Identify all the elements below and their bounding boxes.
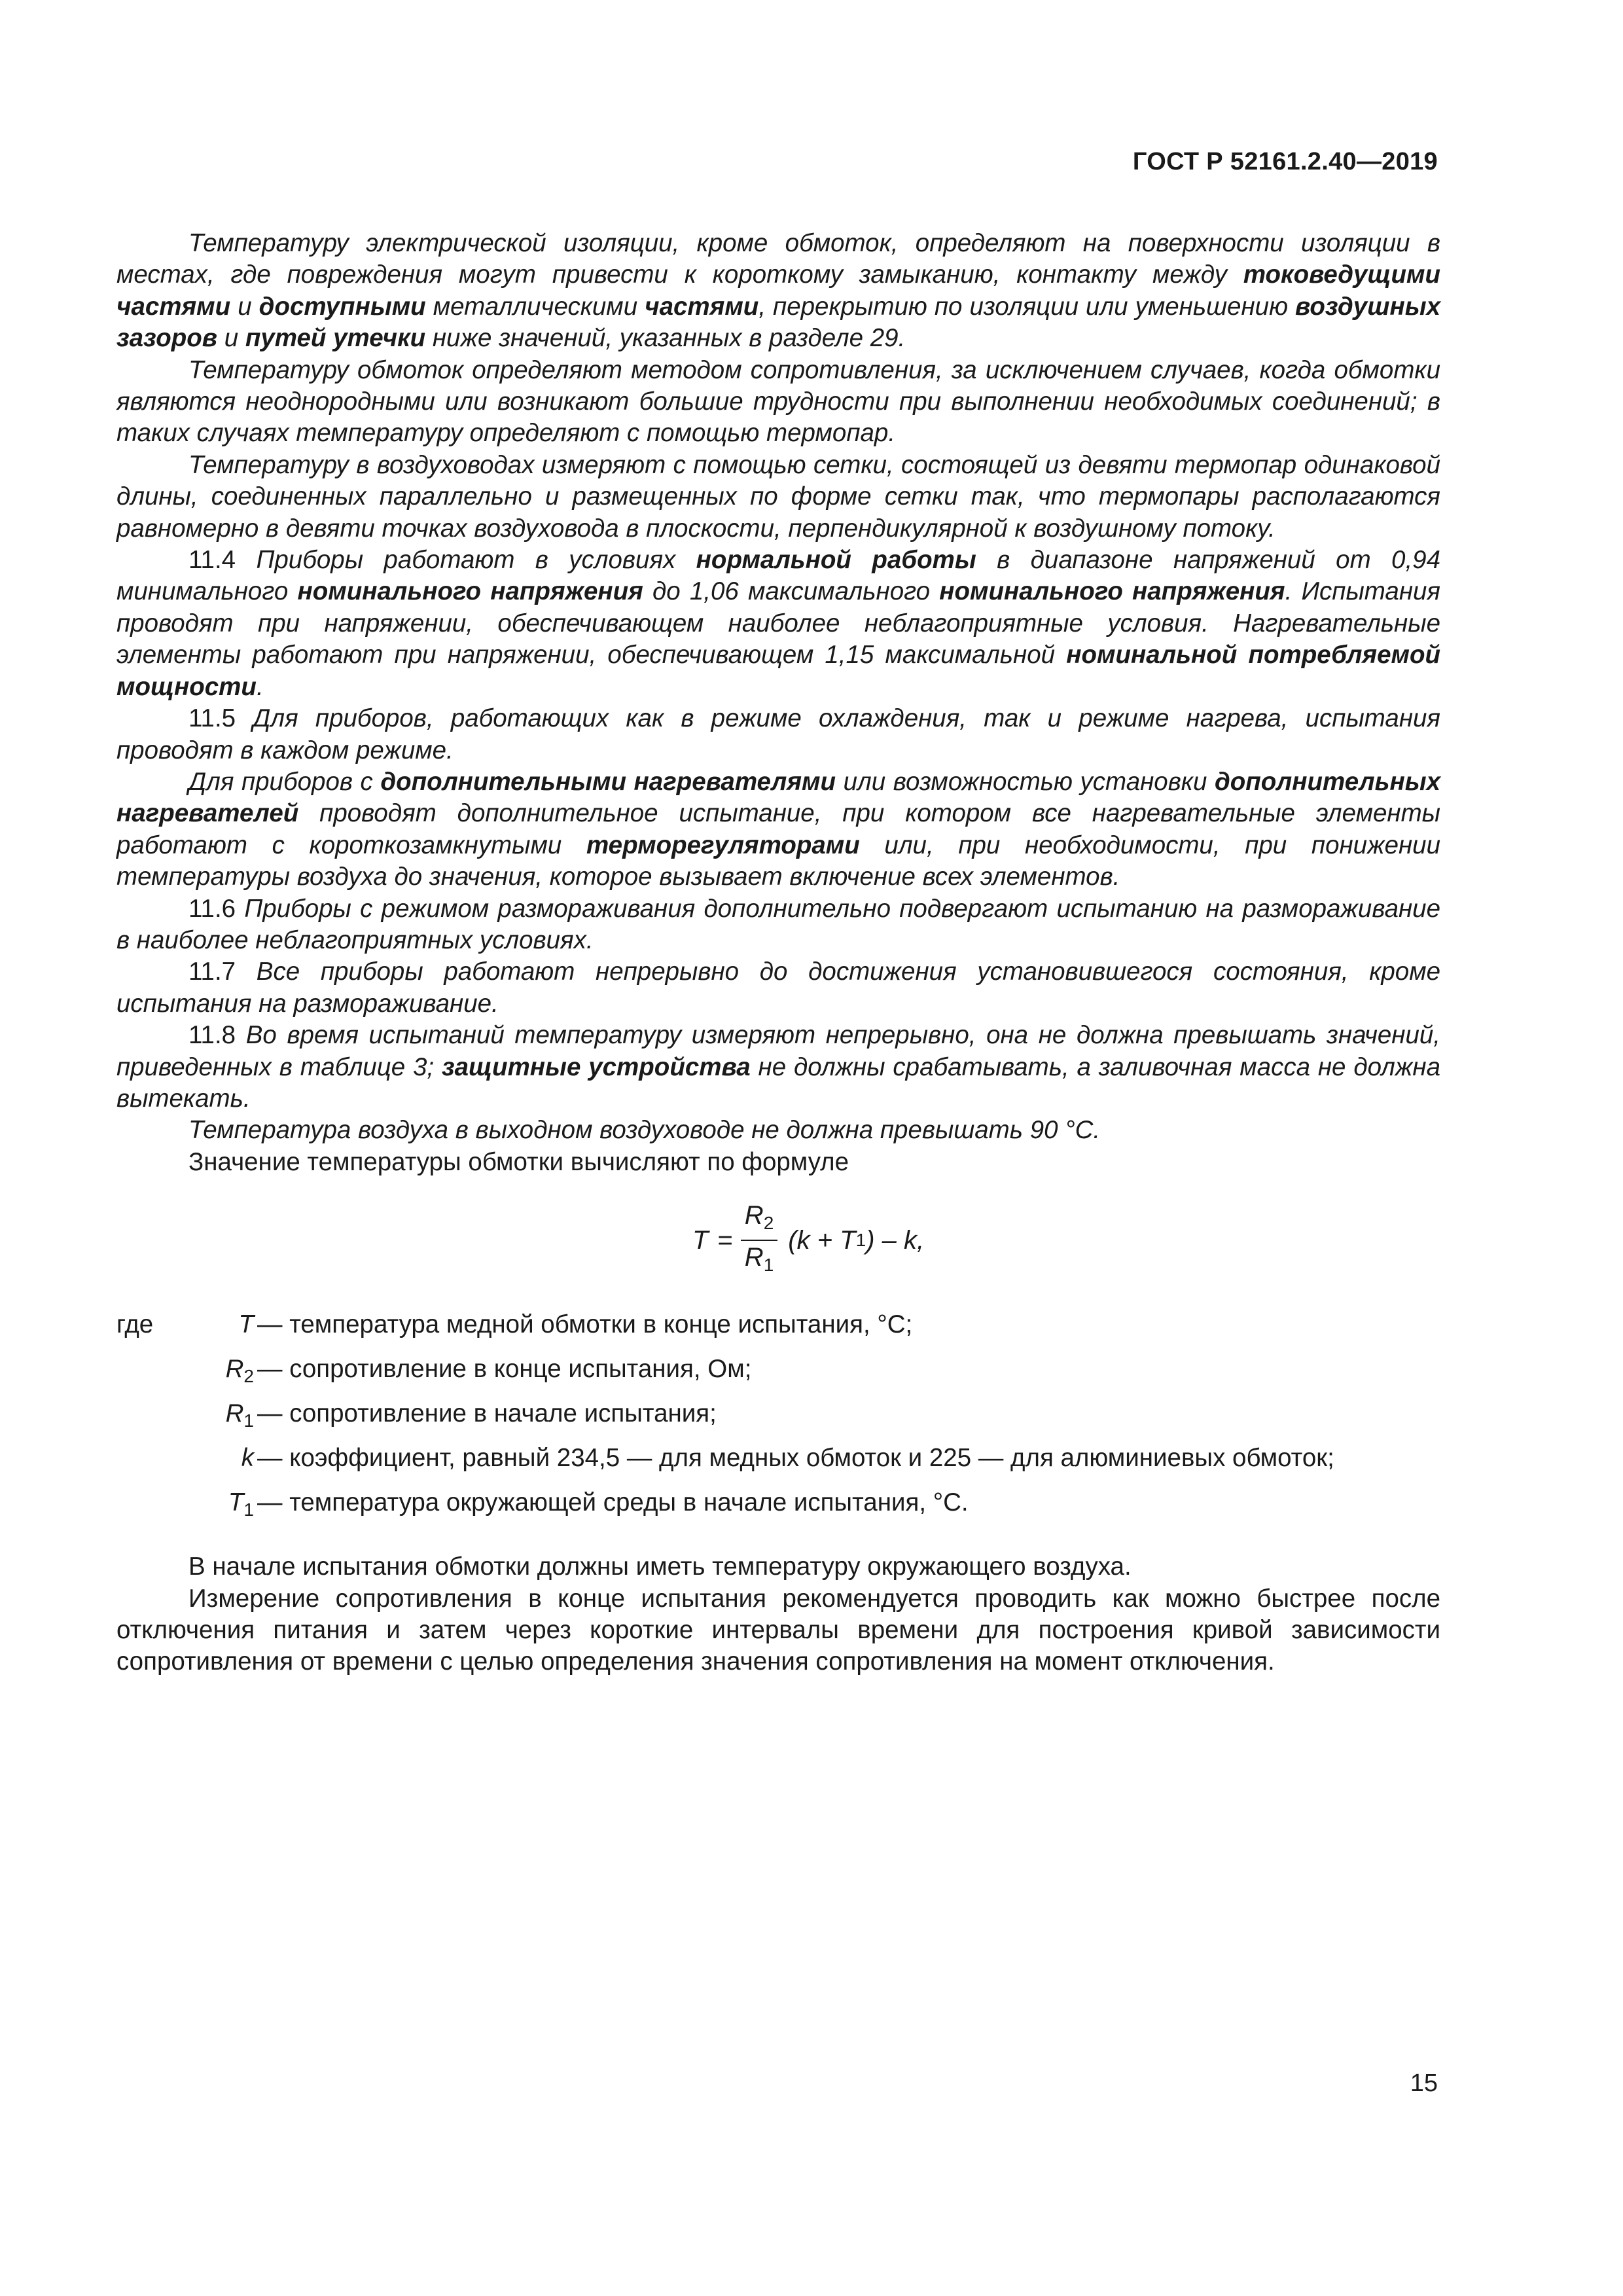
text-run: или, при необходимости, при понижении температуры воздуха до значения, которое вызывает включение всех элементов. [116, 831, 1440, 891]
symbol-letter: R [225, 1355, 244, 1384]
paragraph-outlet-air-limit [116, 1115, 1440, 1146]
winding-temperature-formula [116, 1178, 1440, 1309]
formula-rhs-close: ) – k, [866, 1225, 925, 1255]
formula-rhs-subscript: 1 [855, 1229, 866, 1250]
text-run: Значение температуры обмотки вычисляют по формуле [188, 1147, 849, 1176]
bold-term: терморегуляторами [586, 831, 860, 859]
definition-row [116, 1354, 1440, 1398]
numerator-variable: R [744, 1201, 764, 1230]
definition-text: — температура окружающей среды в начале испытания, °С. [257, 1488, 969, 1517]
definition-text: — коэффициент, равный 234,5 — для медных обмоток и 225 — для алюминиевых обмоток; [257, 1444, 1334, 1473]
denominator-subscript: 1 [763, 1255, 774, 1276]
bold-term: доступными [259, 292, 426, 321]
symbol-subscript: 2 [243, 1366, 254, 1387]
bold-term: воздушных зазоров [116, 292, 1440, 353]
definition-symbol [116, 1487, 254, 1526]
where-label: где [116, 1310, 154, 1339]
document-body [116, 228, 1440, 1678]
definition-text: — сопротивление в начале испытания; [257, 1399, 717, 1428]
closing-paragraphs [116, 1551, 1440, 1678]
formula-numerator [741, 1199, 777, 1241]
numerator-subscript: 2 [763, 1213, 774, 1234]
document-number-header: ГОСТ Р 52161.2.40—2019 [1132, 148, 1438, 175]
text-run: , перекрытию по изоляции или уменьшению [758, 292, 1296, 321]
symbol-subscript: 1 [243, 1410, 254, 1431]
text-run: или возможностью установки [836, 767, 1215, 796]
bold-term: номинального напряжения [939, 577, 1285, 606]
bold-term: номинального напряжения [297, 577, 643, 606]
bold-term: дополнительными нагревателями [380, 767, 836, 796]
bold-term: токоведущими частями [116, 260, 1440, 321]
bold-term: путей утечки [245, 324, 426, 353]
text-run: Температуру электрической изоляции, кроме обмоток, определяют на поверхности изоляции в местах, где повреждения могут привести к короткому замыканию, контакту между [116, 229, 1440, 289]
definition-row [116, 1443, 1440, 1487]
text-run: Приборы работают в условиях [236, 546, 696, 575]
text-run: Температуру обмоток определяют методом сопротивления, за исключением случаев, когда обмотки являются неоднородными или возникают большие трудности при выполнении необходимых соединений; в таких случаях температуру определяют с помощью термопар. [116, 355, 1440, 448]
definition-row [116, 1487, 1440, 1532]
text-run: Для приборов с [188, 767, 381, 796]
clause-11-4 [116, 545, 1440, 703]
symbol-letter: k [241, 1444, 254, 1473]
text-run: . [256, 672, 264, 701]
formula-lhs: T [692, 1225, 709, 1255]
symbol-letter: R [225, 1399, 244, 1428]
bold-term: номинальной потребляемой мощности [116, 641, 1440, 701]
text-run: ниже значений, указанных в разделе 29. [425, 324, 906, 353]
denominator-variable: R [744, 1243, 764, 1272]
paragraph-initial-temperature: В начале испытания обмотки должны иметь температуру окружающего воздуха. [188, 1552, 1132, 1581]
text-run: Температуру в воздуховодах измеряют с помощью сетки, состоящей из девяти термопар одинаковой длины, соединенных параллельно и размещенных по форме сетки так, что термопары располагаются равномерно в девяти точках воздуховода в плоскости, перпендикулярной к воздушному потоку. [116, 450, 1440, 543]
formula-equals: = [717, 1225, 733, 1255]
definition-symbol [116, 1398, 254, 1437]
paragraph-resistance-measurement: Измерение сопротивления в конце испытания рекомендуется проводить как можно быстрее после отключения питания и затем через короткие интервалы времени для построения кривой зависимости сопротивления от времени с целью определения значения сопротивления на момент отключения. [116, 1584, 1440, 1676]
text-run: Приборы с режимом размораживания дополнительно подвергают испытанию на размораживание в наиболее неблагоприятных условиях. [116, 894, 1440, 954]
clause-number: 11.4 [188, 546, 236, 575]
clause-11-5 [116, 703, 1440, 766]
text-run: в диапазоне напряжений от 0,94 минимального [116, 546, 1440, 606]
formula-denominator [741, 1241, 777, 1282]
definition-text: — температура медной обмотки в конце испытания, °С; [257, 1310, 913, 1339]
clause-number: 11.5 [188, 704, 236, 733]
clause-11-6 [116, 893, 1440, 957]
definition-row [116, 1398, 1440, 1443]
text-run: Температура воздуха в выходном воздуховоде не должна превышать 90 °С. [188, 1116, 1101, 1145]
paragraph-winding-temperature [116, 355, 1440, 450]
bold-term: дополнительных нагревателей [116, 767, 1440, 828]
text-run: и [230, 292, 259, 321]
clause-11-7 [116, 956, 1440, 1020]
text-run: проводят дополнительное испытание, при котором все нагревательные элементы работают с короткозамкнутыми [116, 799, 1440, 859]
text-run: Для приборов, работающих как в режиме охлаждения, так и режиме нагрева, испытания проводят в каждом режиме. [116, 704, 1440, 764]
text-run: и [217, 324, 245, 353]
symbol-letter: T [228, 1488, 244, 1517]
paragraph-additional-heaters [116, 766, 1440, 893]
symbol-letter: T [238, 1310, 254, 1339]
definition-symbol [116, 1443, 254, 1481]
definition-symbol [116, 1354, 254, 1392]
formula-fraction [741, 1199, 777, 1282]
formula-expression [692, 1199, 924, 1282]
symbol-subscript: 1 [243, 1499, 254, 1520]
clause-number: 11.6 [188, 894, 236, 923]
text-run: не должны срабатывать, а заливочная масса не должна вытекать. [116, 1052, 1440, 1113]
text-run: Во время испытаний температуру измеряют непрерывно, она не должна превышать значений, приведенных в таблице 3; [116, 1021, 1440, 1081]
definition-symbol [116, 1309, 254, 1348]
text-run: металлическими [425, 292, 645, 321]
definition-text: — сопротивление в конце испытания, Ом; [257, 1355, 752, 1384]
bold-term: защитные устройства [442, 1052, 751, 1081]
clause-number: 11.8 [188, 1021, 236, 1050]
text-run: . Испытания проводят при напряжении, обеспечивающем наиболее неблагоприятные условия. Нагревательные элементы работают при напряжении, обеспечивающем 1,15 максимальной [116, 577, 1440, 670]
paragraph-air-duct-temperature [116, 450, 1440, 545]
paragraph-formula-intro [116, 1147, 1440, 1178]
bold-term: нормальной работы [696, 546, 976, 575]
text-run: до 1,06 максимального [643, 577, 940, 606]
paragraph-insulation-temperature [116, 228, 1440, 355]
text-run: Все приборы работают непрерывно до достижения установившегося состояния, кроме испытания на размораживание. [116, 958, 1440, 1018]
formula-rhs-open: (k + T [788, 1225, 856, 1255]
bold-term: частями [645, 292, 759, 321]
clause-11-8 [116, 1020, 1440, 1115]
formula-definitions [116, 1309, 1440, 1532]
page-number: 15 [1410, 2070, 1438, 2097]
definition-row [116, 1309, 1440, 1354]
clause-number: 11.7 [188, 958, 236, 986]
